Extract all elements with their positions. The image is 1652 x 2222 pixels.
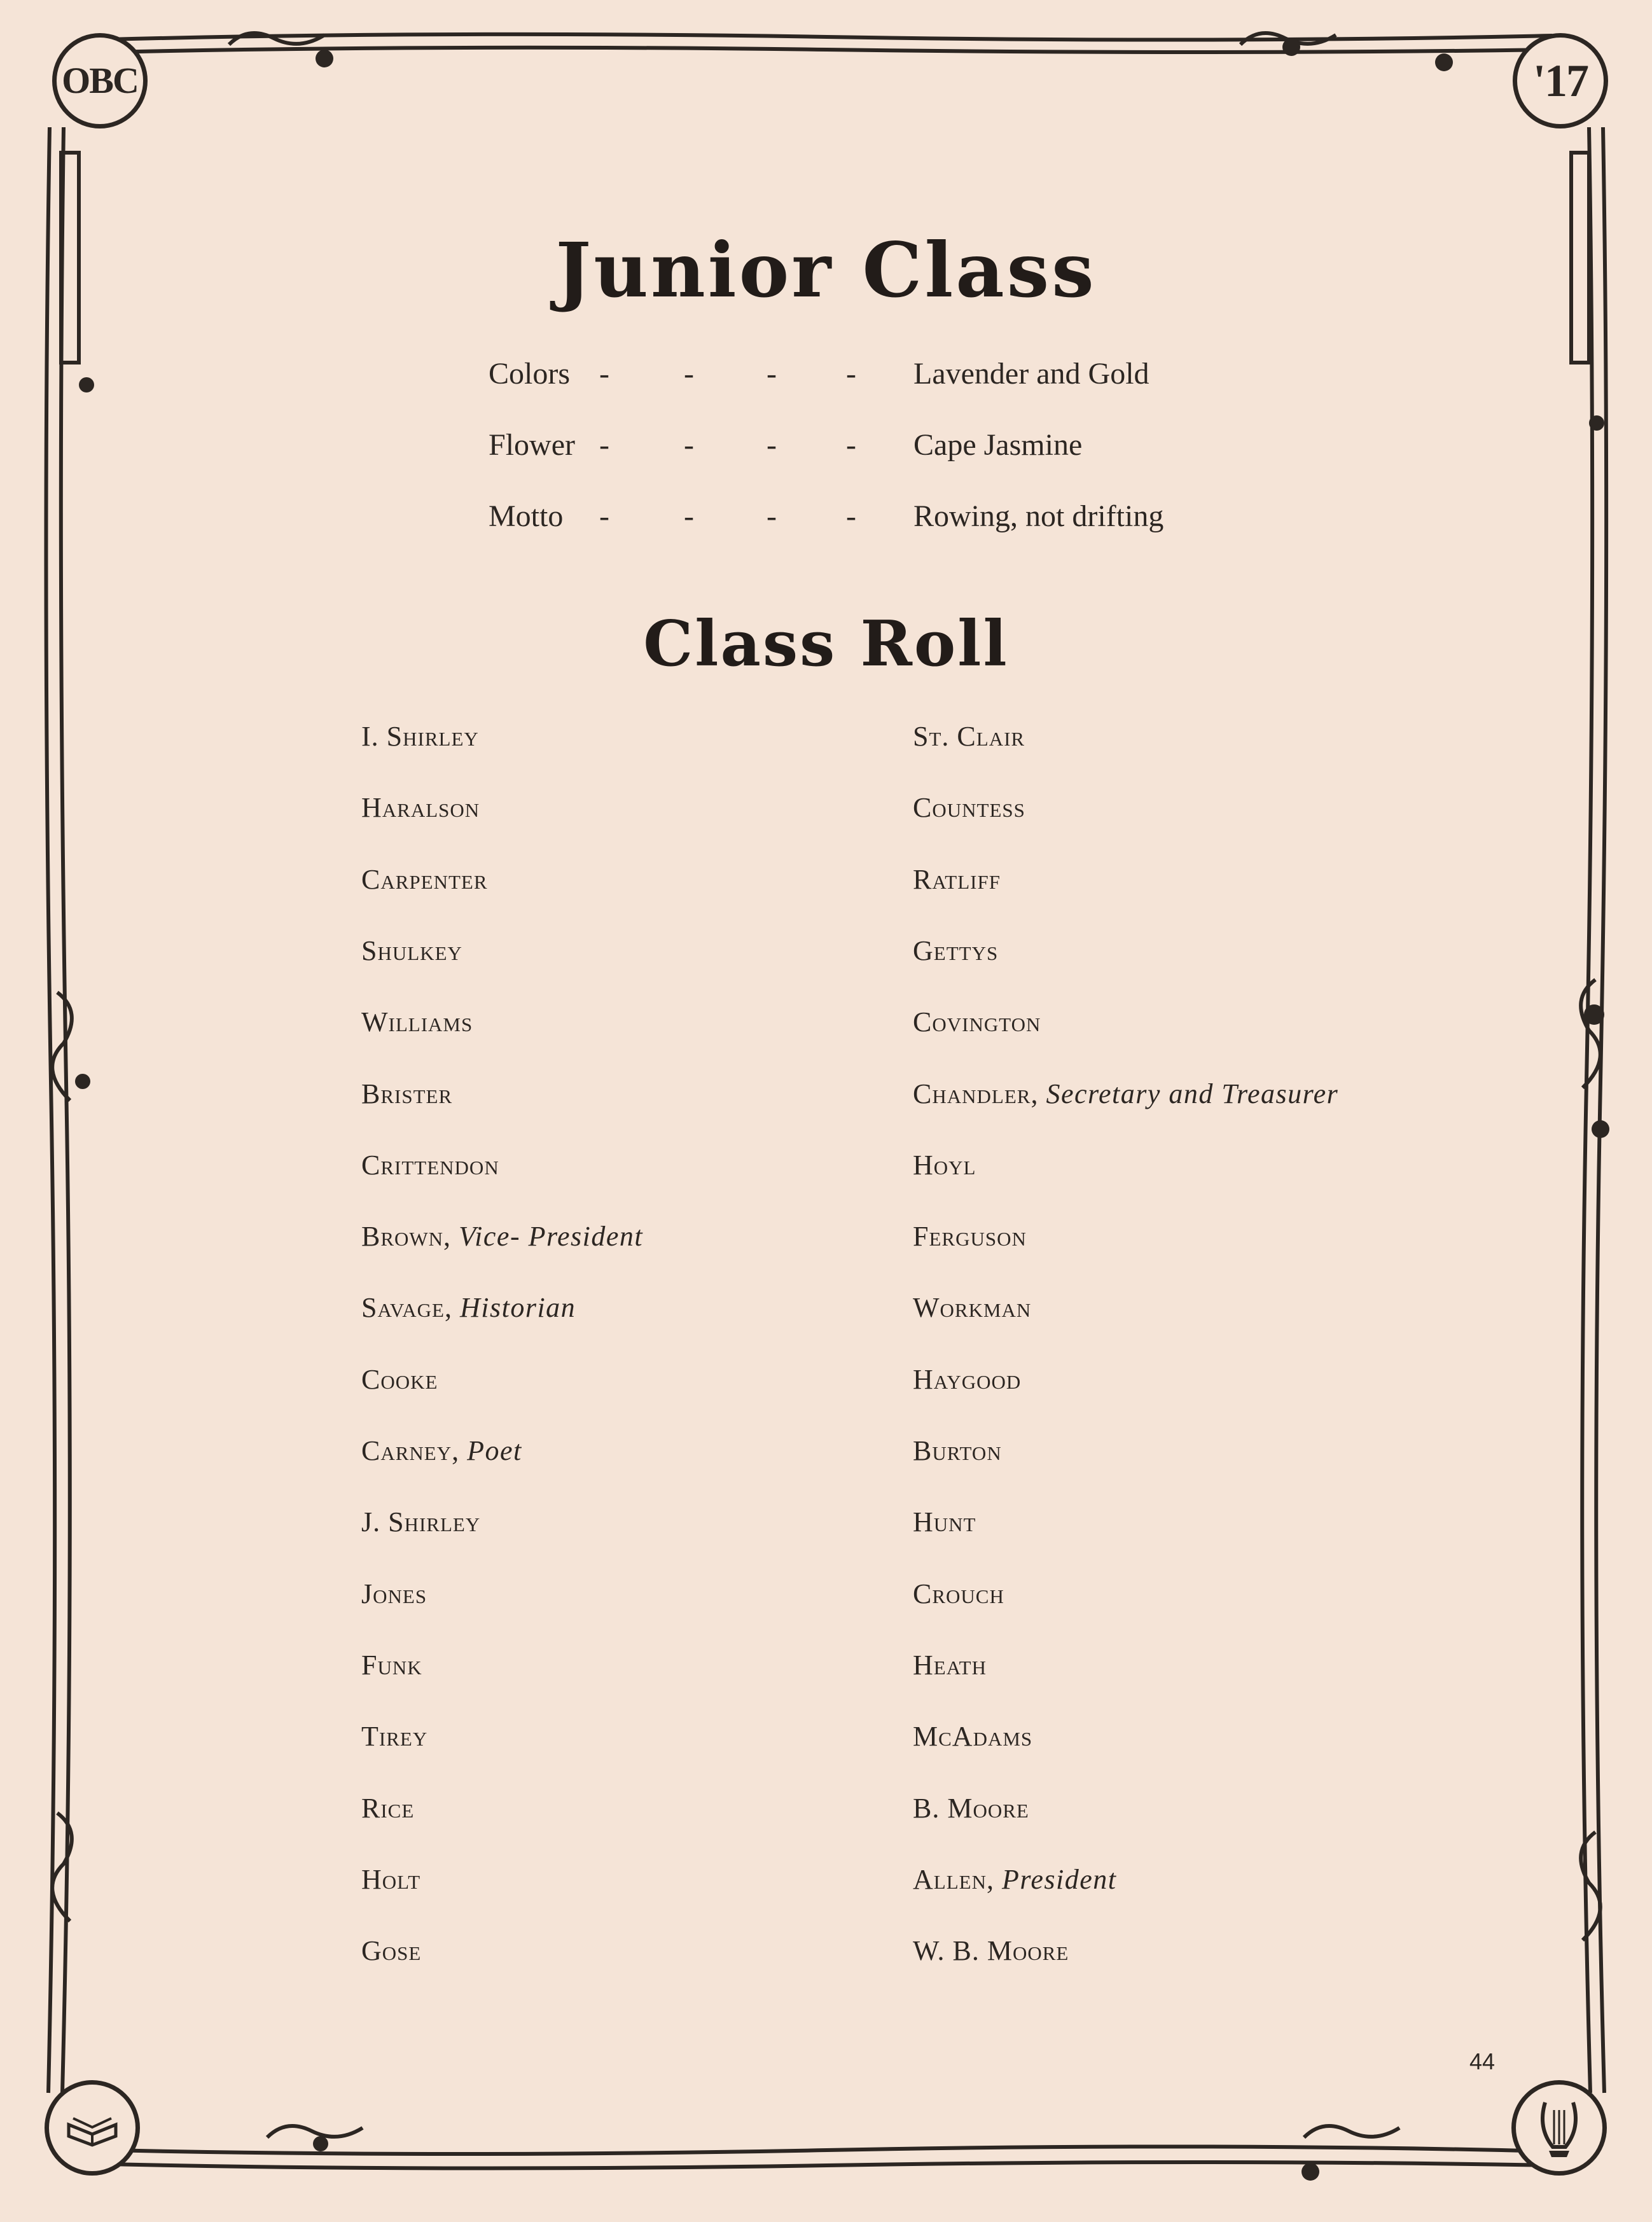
member-name: J. Shirley [361,1506,481,1538]
info-separator: - [599,357,609,391]
roll-entry [361,1578,427,1610]
member-name: Hoyl [913,1149,976,1181]
member-name: Haralson [361,792,480,823]
member-name: Carney, [361,1435,460,1466]
info-separator: - [767,499,777,533]
info-separator: - [684,428,694,462]
info-separator: - [846,428,856,462]
member-name: Tirey [361,1721,428,1752]
roll-entry [913,1578,1004,1610]
info-separator: - [599,499,609,533]
info-row [0,499,1652,550]
member-office: Vice- President [459,1221,644,1252]
member-name: Crouch [913,1578,1004,1609]
year-emblem [1513,33,1608,128]
roll-entry [361,1720,427,1753]
info-separator: - [767,428,777,462]
roll-entry [361,1863,420,1896]
member-name: Heath [913,1649,987,1681]
info-separator: - [684,499,694,533]
member-name: Hunt [913,1506,976,1538]
member-office: Poet [467,1435,522,1466]
info-value: Rowing, not drifting [913,499,1164,533]
member-name: Ferguson [913,1221,1027,1252]
roll-entry [913,1934,1069,1967]
roll-entry [361,1149,499,1181]
info-separator: - [599,428,609,462]
info-row [0,427,1652,478]
roll-entry [913,1006,1041,1038]
roll-entry [913,1220,1027,1253]
roll-entry [361,720,479,753]
roll-entry [361,1291,576,1324]
obc-emblem [52,33,148,128]
roll-entry [913,863,1001,896]
member-name: Jones [361,1578,427,1609]
roll-entry [361,1649,422,1681]
member-name: Rice [361,1793,415,1824]
roll-entry [913,1792,1029,1824]
member-name: Gettys [913,935,999,966]
info-separator: - [846,357,856,391]
year-emblem-text: '17 [1532,55,1588,106]
member-name: McAdams [913,1721,1033,1752]
member-name: Allen, [913,1864,994,1895]
info-label: Flower [489,428,575,462]
roll-entry [361,791,480,824]
roll-entry [361,1506,480,1538]
member-name: Haygood [913,1364,1022,1395]
roll-entry [913,791,1025,824]
info-value: Lavender and Gold [913,357,1149,391]
roll-entry [913,934,998,967]
member-name: Chandler, [913,1078,1039,1109]
roll-entry [361,1006,473,1038]
member-name: Covington [913,1006,1041,1038]
roll-entry [913,1078,1338,1110]
roll-entry [913,1649,987,1681]
roll-entry [913,1363,1021,1396]
roll-entry [361,1078,452,1110]
roll-entry [913,1506,976,1538]
member-name: W. B. Moore [913,1935,1069,1966]
member-office: Historian [459,1292,576,1323]
info-separator: - [767,357,777,391]
info-separator: - [846,499,856,533]
member-name: Savage, [361,1292,452,1323]
page-number: 44 [1469,2048,1496,2074]
roll-entry [913,1291,1031,1324]
member-name: Brister [361,1078,453,1109]
member-name: Holt [361,1864,421,1895]
member-name: Crittendon [361,1149,499,1181]
member-name: Workman [913,1292,1032,1323]
member-name: B. Moore [913,1793,1029,1824]
roll-entry [913,1863,1116,1896]
roll-entry [913,1149,976,1181]
member-name: Countess [913,792,1025,823]
info-label: Colors [489,357,571,391]
member-name: St. Clair [913,721,1025,752]
roll-entry [361,1934,421,1967]
page-title: Junior Class [555,226,1097,314]
obc-emblem-text: OBC [62,60,138,101]
member-office: President [1001,1864,1117,1895]
roll-entry [361,1220,643,1253]
roll-entry [361,863,488,896]
roll-entry [361,1363,438,1396]
roll-entry [361,1792,414,1824]
member-name: Gose [361,1935,422,1966]
member-name: Brown, [361,1221,452,1252]
member-name: Carpenter [361,864,488,895]
info-value: Cape Jasmine [913,428,1083,462]
member-name: Shulkey [361,935,462,966]
book-icon [45,2080,140,2176]
member-name: Funk [361,1649,422,1681]
roll-entry [361,934,462,967]
member-name: Williams [361,1006,473,1038]
member-name: I. Shirley [361,721,479,752]
roll-entry [913,720,1025,753]
info-label: Motto [489,499,564,533]
roll-entry [913,1720,1032,1753]
info-separator: - [684,357,694,391]
lyre-icon [1511,2080,1607,2176]
roll-entry [361,1434,522,1467]
info-row [0,356,1652,407]
member-name: Cooke [361,1364,438,1395]
member-name: Ratliff [913,864,1001,895]
roll-entry [913,1434,1002,1467]
roll-heading: Class Roll [643,608,1009,681]
member-name: Burton [913,1435,1002,1466]
member-office: Secretary and Treasurer [1046,1078,1339,1109]
